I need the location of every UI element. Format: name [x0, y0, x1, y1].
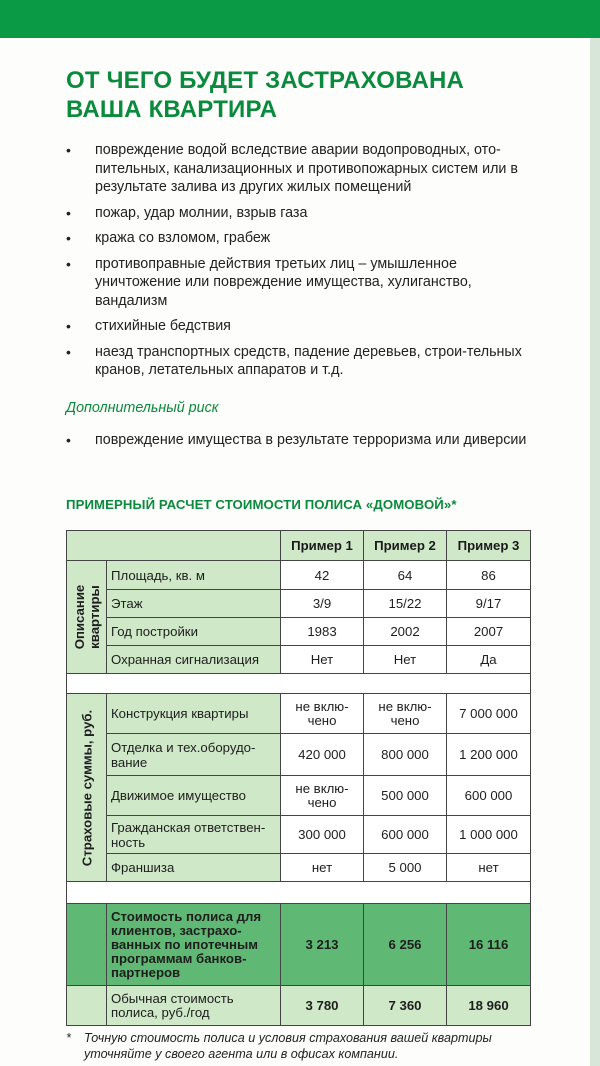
- table-cell: 6 256: [364, 904, 447, 986]
- page-title: ОТ ЧЕГО БУДЕТ ЗАСТРАХОВАНА ВАША КВАРТИРА: [66, 67, 465, 123]
- bullet-icon: •: [66, 142, 71, 158]
- table-cell: 1 200 000: [447, 734, 531, 776]
- column-header: Пример 1: [281, 531, 364, 561]
- row-label: Конструкция квартиры: [107, 694, 281, 734]
- list-item: • повреждение водой вследствие аварии водопроводных, ото-пительных, канализационных и противопожарных систем или в результате залива из других жилых помещений: [66, 142, 518, 195]
- table-cell: Нет: [364, 646, 447, 674]
- row-label: Франшиза: [107, 854, 281, 882]
- table-row: [67, 618, 531, 646]
- top-green-bar: [0, 0, 600, 38]
- table-separator-row: [67, 882, 531, 904]
- row-label: Гражданская ответствен-ность: [107, 816, 281, 854]
- table-cell: 16 116: [447, 904, 531, 986]
- table-cell: 64: [364, 561, 447, 590]
- bullet-icon: •: [66, 318, 71, 334]
- table-cell: 15/22: [364, 590, 447, 618]
- footnote-mark: *: [66, 1031, 71, 1045]
- table-corner: [67, 531, 281, 561]
- footnote: [66, 1030, 546, 1062]
- table-cell: 18 960: [447, 986, 531, 1026]
- table-cell: 800 000: [364, 734, 447, 776]
- column-header: Пример 3: [447, 531, 531, 561]
- table-row: [67, 854, 531, 882]
- table-row: [67, 776, 531, 816]
- bullet-icon: •: [66, 343, 71, 360]
- list-item: • пожар, удар молнии, взрыв газа: [66, 204, 308, 221]
- table-cell: нет: [447, 854, 531, 882]
- table-cell: 7 360: [364, 986, 447, 1026]
- list-item: • наезд транспортных средств, падение деревьев, строи-тельных кранов, летательных аппаратов и т.д.: [66, 343, 522, 378]
- list-item: • повреждение имущества в результате терроризма или диверсии: [66, 432, 527, 448]
- calc-title: ПРИМЕРНЫЙ РАСЧЕТ СТОИМОСТИ ПОЛИСА «ДОМОВОЙ»*: [66, 497, 457, 512]
- table-cell: 7 000 000: [447, 694, 531, 734]
- list-item: • кража со взломом, грабеж: [66, 230, 271, 246]
- table-cell: не вклю-чено: [364, 694, 447, 734]
- row-label: Год постройки: [107, 618, 281, 646]
- row-label: Площадь, кв. м: [107, 561, 281, 590]
- row-label: Движимое имущество: [107, 776, 281, 816]
- table-row: [67, 734, 531, 776]
- page-edge: [590, 38, 600, 1066]
- table-cell: 300 000: [281, 816, 364, 854]
- row-label: Стоимость полиса для клиентов, застрахо-ванных по ипотечным программам банков-партнеров: [107, 904, 281, 986]
- additional-risk-list: [64, 431, 534, 457]
- table-cell: 2007: [447, 618, 531, 646]
- table-row: [67, 561, 531, 590]
- footnote-text: Точную стоимость полиса и условия страхования вашей квартиры уточняйте у своего агента или в офисах компании.: [84, 1031, 492, 1061]
- table-cell: Да: [447, 646, 531, 674]
- table-cell: Нет: [281, 646, 364, 674]
- list-item: • стихийные бедствия: [66, 318, 231, 334]
- sums-group-label: Страховые суммы, руб.: [67, 694, 107, 882]
- row-label: Обычная стоимость полиса, руб./год: [107, 986, 281, 1026]
- bullet-icon: •: [66, 255, 71, 272]
- additional-risk-heading: Дополнительный риск: [66, 400, 219, 416]
- table-cell: 5 000: [364, 854, 447, 882]
- table-cell: 2002: [364, 618, 447, 646]
- partner-price-row: [67, 904, 531, 986]
- table-cell: 3 213: [281, 904, 364, 986]
- table-cell: нет: [281, 854, 364, 882]
- document-page: [0, 38, 590, 1066]
- table-header-row: [67, 531, 531, 561]
- table-separator-row: [67, 674, 531, 694]
- row-label: Этаж: [107, 590, 281, 618]
- policy-cost-table: [66, 530, 531, 1026]
- table-cell: 9/17: [447, 590, 531, 618]
- risk-list: [64, 141, 534, 387]
- table-row: [67, 816, 531, 854]
- row-label: Отделка и тех.оборудо-вание: [107, 734, 281, 776]
- bullet-icon: •: [66, 204, 71, 221]
- table-cell: не вклю-чено: [281, 776, 364, 816]
- table-cell: 3/9: [281, 590, 364, 618]
- bullet-icon: •: [66, 432, 71, 448]
- table-cell: 3 780: [281, 986, 364, 1026]
- table-cell: 420 000: [281, 734, 364, 776]
- table-cell: 600 000: [364, 816, 447, 854]
- description-group-label: Описание квартиры: [67, 561, 107, 674]
- table-cell: 600 000: [447, 776, 531, 816]
- table-row: [67, 590, 531, 618]
- table-cell: 86: [447, 561, 531, 590]
- table-row: [67, 646, 531, 674]
- table-cell: 500 000: [364, 776, 447, 816]
- table-cell: не вклю-чено: [281, 694, 364, 734]
- table-cell: 1 000 000: [447, 816, 531, 854]
- table-cell: 1983: [281, 618, 364, 646]
- table-cell: 42: [281, 561, 364, 590]
- regular-price-row: [67, 986, 531, 1026]
- row-label: Охранная сигнализация: [107, 646, 281, 674]
- column-header: Пример 2: [364, 531, 447, 561]
- bullet-icon: •: [66, 230, 71, 246]
- table-row: [67, 694, 531, 734]
- list-item: • противоправные действия третьих лиц – умышленное уничтожение или повреждение имущества, хулиганство, вандализм: [66, 255, 472, 309]
